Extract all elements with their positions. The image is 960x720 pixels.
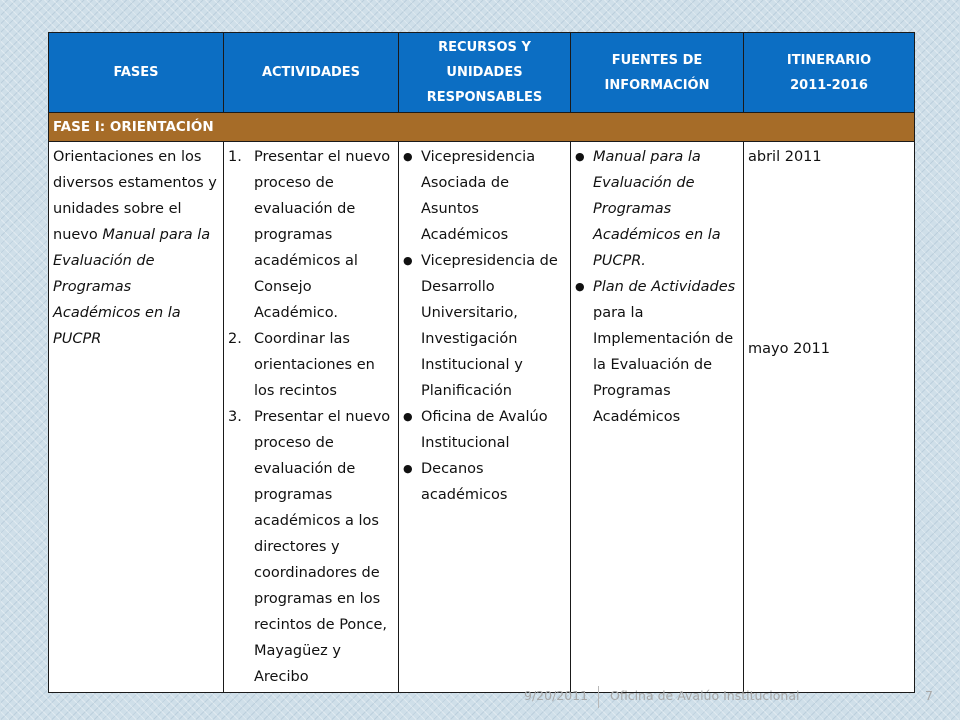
phase-row — [49, 113, 915, 142]
bullet-icon: ● — [403, 462, 413, 475]
table-header-row — [49, 33, 915, 113]
bullet-icon: ● — [403, 410, 413, 423]
header-actividades: ACTIVIDADES — [224, 33, 399, 113]
itinerary-second: mayo 2011 — [748, 341, 830, 357]
resources-list — [403, 144, 566, 508]
list-item: 1. Presentar el nuevo proceso de evaluación de programas académicos al Consejo Académico. — [228, 149, 391, 321]
footer-divider — [598, 686, 599, 708]
recursos-cell — [399, 142, 571, 693]
itinerary-first: abril 2011 — [748, 149, 822, 165]
list-item: ● Manual para la Evaluación de Programas Académicos en la PUCPR. — [575, 144, 739, 274]
list-item: ● Plan de Actividades para la Implementación de la Evaluación de Programas Académicos — [575, 274, 739, 430]
bullet-icon: ● — [575, 280, 585, 293]
slide-footer — [0, 688, 960, 714]
fase-cell: Orientaciones en los diversos estamentos y unidades sobre el nuevo Manual para la Evaluación de Programas Académicos en la PUCPR — [49, 142, 224, 693]
footer-office: Oficina de Avalúo Institucional — [610, 688, 800, 703]
header-recursos: RECURSOS Y UNIDADES RESPONSABLES — [399, 33, 571, 113]
list-item: ● Oficina de Avalúo Institucional — [403, 404, 566, 456]
header-fuentes: FUENTES DE INFORMACIÓN — [571, 33, 744, 113]
list-item: ● Vicepresidencia de Desarrollo Universitario, Investigación Institucional y Planificación — [403, 248, 566, 404]
fuentes-cell — [571, 142, 744, 693]
bullet-icon: ● — [403, 254, 413, 267]
activities-table — [48, 32, 915, 693]
actividades-cell — [224, 142, 399, 693]
itinerario-cell — [744, 142, 915, 693]
sources-list — [575, 144, 739, 430]
phase-label: FASE I: ORIENTACIÓN — [49, 113, 915, 142]
list-item: 2. Coordinar las orientaciones en los recintos — [228, 331, 375, 399]
page-number: 7 — [925, 688, 933, 703]
header-itinerario: ITINERARIO 2011-2016 — [744, 33, 915, 113]
list-item: ● Vicepresidencia Asociada de Asuntos Académicos — [403, 144, 566, 248]
bullet-icon: ● — [575, 150, 585, 163]
list-item: 3. Presentar el nuevo proceso de evaluación de programas académicos a los directores y coordinadores de programas en los recintos de Ponce, Mayagüez y Arecibo — [228, 409, 391, 685]
header-fases: FASES — [49, 33, 224, 113]
activities-list — [228, 144, 394, 690]
bullet-icon: ● — [403, 150, 413, 163]
list-item: ● Decanos académicos — [403, 456, 566, 508]
footer-date: 9/20/2011 — [524, 688, 589, 703]
table-row — [49, 142, 915, 693]
